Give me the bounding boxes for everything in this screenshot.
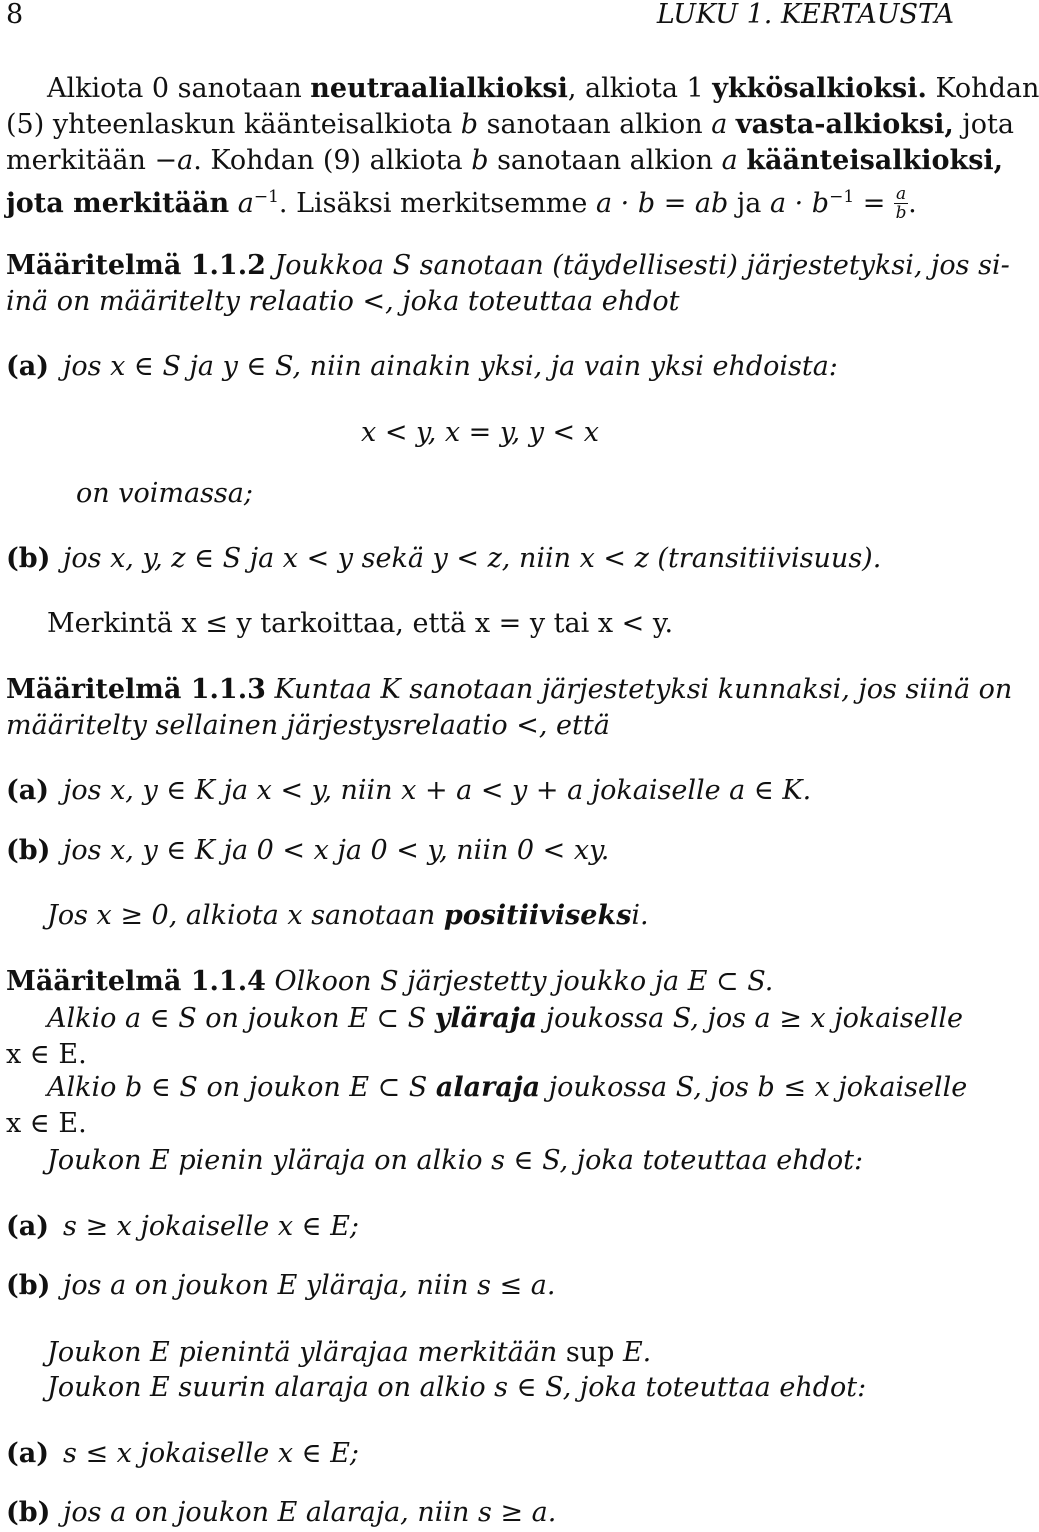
intro-line-2: (5) yhteenlaskun käänteisalkiota b sanotaan alkion a vasta-alkioksi, jota [6, 109, 1014, 140]
condition-b: (b) jos x, y, z ∈ S ja x < y sekä y < z, niin x < z (transitiivisuus). [6, 543, 882, 574]
condition-a: (a) jos x ∈ S ja y ∈ S, niin ainakin yksi, ja vain yksi ehdoista: [6, 351, 838, 382]
definition-1-1-3-line-2: määritelty sellainen järjestysrelaatio <, että [6, 710, 610, 741]
fraction-a-over-b: $\frac{a}{b}$ [895, 183, 907, 223]
display-formula: x < y, x = y, y < x [361, 417, 599, 448]
sup-condition-a: (a) s ≥ x jokaiselle x ∈ E; [6, 1211, 360, 1242]
term-ykkosalkio: ykkösalkioksi. [712, 73, 927, 104]
notation-note: Merkintä x ≤ y tarkoittaa, että x = y tai x < y. [47, 608, 674, 639]
sup-note: Joukon E pienintä ylärajaa merkitään sup E. [47, 1337, 652, 1368]
definition-1-1-2-line-1: Määritelmä 1.1.2 Joukkoa S sanotaan (täydellisesti) järjestetyksi, jos si- [6, 250, 1010, 281]
inf-condition-b: (b) jos a on joukon E alaraja, niin s ≥ a. [6, 1497, 557, 1528]
term-alaraja: alaraja [435, 1072, 541, 1103]
field-condition-b: (b) jos x, y ∈ K ja 0 < x ja 0 < y, niin 0 < xy. [6, 835, 610, 866]
inf-condition-a: (a) s ≤ x jokaiselle x ∈ E; [6, 1438, 360, 1469]
upper-bound-line: Alkio a ∈ S on joukon E ⊂ S yläraja joukossa S, jos a ≥ x jokaiselle [47, 1003, 964, 1034]
term-neutraalialkio: neutraalialkioksi [310, 73, 568, 104]
definition-label: Määritelmä 1.1.2 [6, 250, 266, 281]
lower-bound-line: Alkio b ∈ S on joukon E ⊂ S alaraja joukossa S, jos b ≤ x jokaiselle [47, 1072, 968, 1103]
term-kaanteisalkio: käänteisalkioksi, [746, 145, 1004, 176]
positive-note: Jos x ≥ 0, alkiota x sanotaan positiiviseksi. [47, 900, 649, 931]
sup-intro: Joukon E pienin yläraja on alkio s ∈ S, joka toteuttaa ehdot: [47, 1145, 864, 1176]
definition-label: Määritelmä 1.1.4 [6, 966, 266, 997]
term-vasta-alkio: vasta-alkioksi, [735, 109, 954, 140]
term-ylaraja: yläraja [434, 1003, 538, 1034]
page-number: 8 [6, 0, 24, 30]
lower-bound-cont: x ∈ E. [6, 1108, 87, 1139]
chapter-title: LUKU 1. KERTAUSTA [656, 0, 954, 30]
upper-bound-cont: x ∈ E. [6, 1039, 87, 1070]
definition-label: Määritelmä 1.1.3 [6, 674, 266, 705]
definition-1-1-2-line-2: inä on määritelty relaatio <, joka toteuttaa ehdot [6, 286, 680, 317]
intro-line-1: Alkiota 0 sanotaan neutraalialkioksi, alkiota 1 ykkösalkioksi. Kohdan [47, 73, 1039, 104]
definition-1-1-4-line-1: Määritelmä 1.1.4 Olkoon S järjestetty joukko ja E ⊂ S. [6, 966, 774, 997]
intro-line-3: merkitään −a. Kohdan (9) alkiota b sanotaan alkion a käänteisalkioksi, [6, 145, 1004, 176]
inf-intro: Joukon E suurin alaraja on alkio s ∈ S, joka toteuttaa ehdot: [47, 1372, 867, 1403]
definition-1-1-3-line-1: Määritelmä 1.1.3 Kuntaa K sanotaan järjestetyksi kunnaksi, jos siinä on [6, 674, 1013, 705]
condition-a-tail: on voimassa; [76, 478, 253, 509]
sup-condition-b: (b) jos a on joukon E yläraja, niin s ≤ a. [6, 1270, 556, 1301]
field-condition-a: (a) jos x, y ∈ K ja x < y, niin x + a < y + a jokaiselle a ∈ K. [6, 775, 812, 806]
intro-line-4: jota merkitään $a^{-1}$. Lisäksi merkitsemme a · b = ab ja $a \cdot b^{-1}$ = $\frac{a}{b}$ . [6, 183, 917, 223]
page-header [6, 0, 954, 32]
